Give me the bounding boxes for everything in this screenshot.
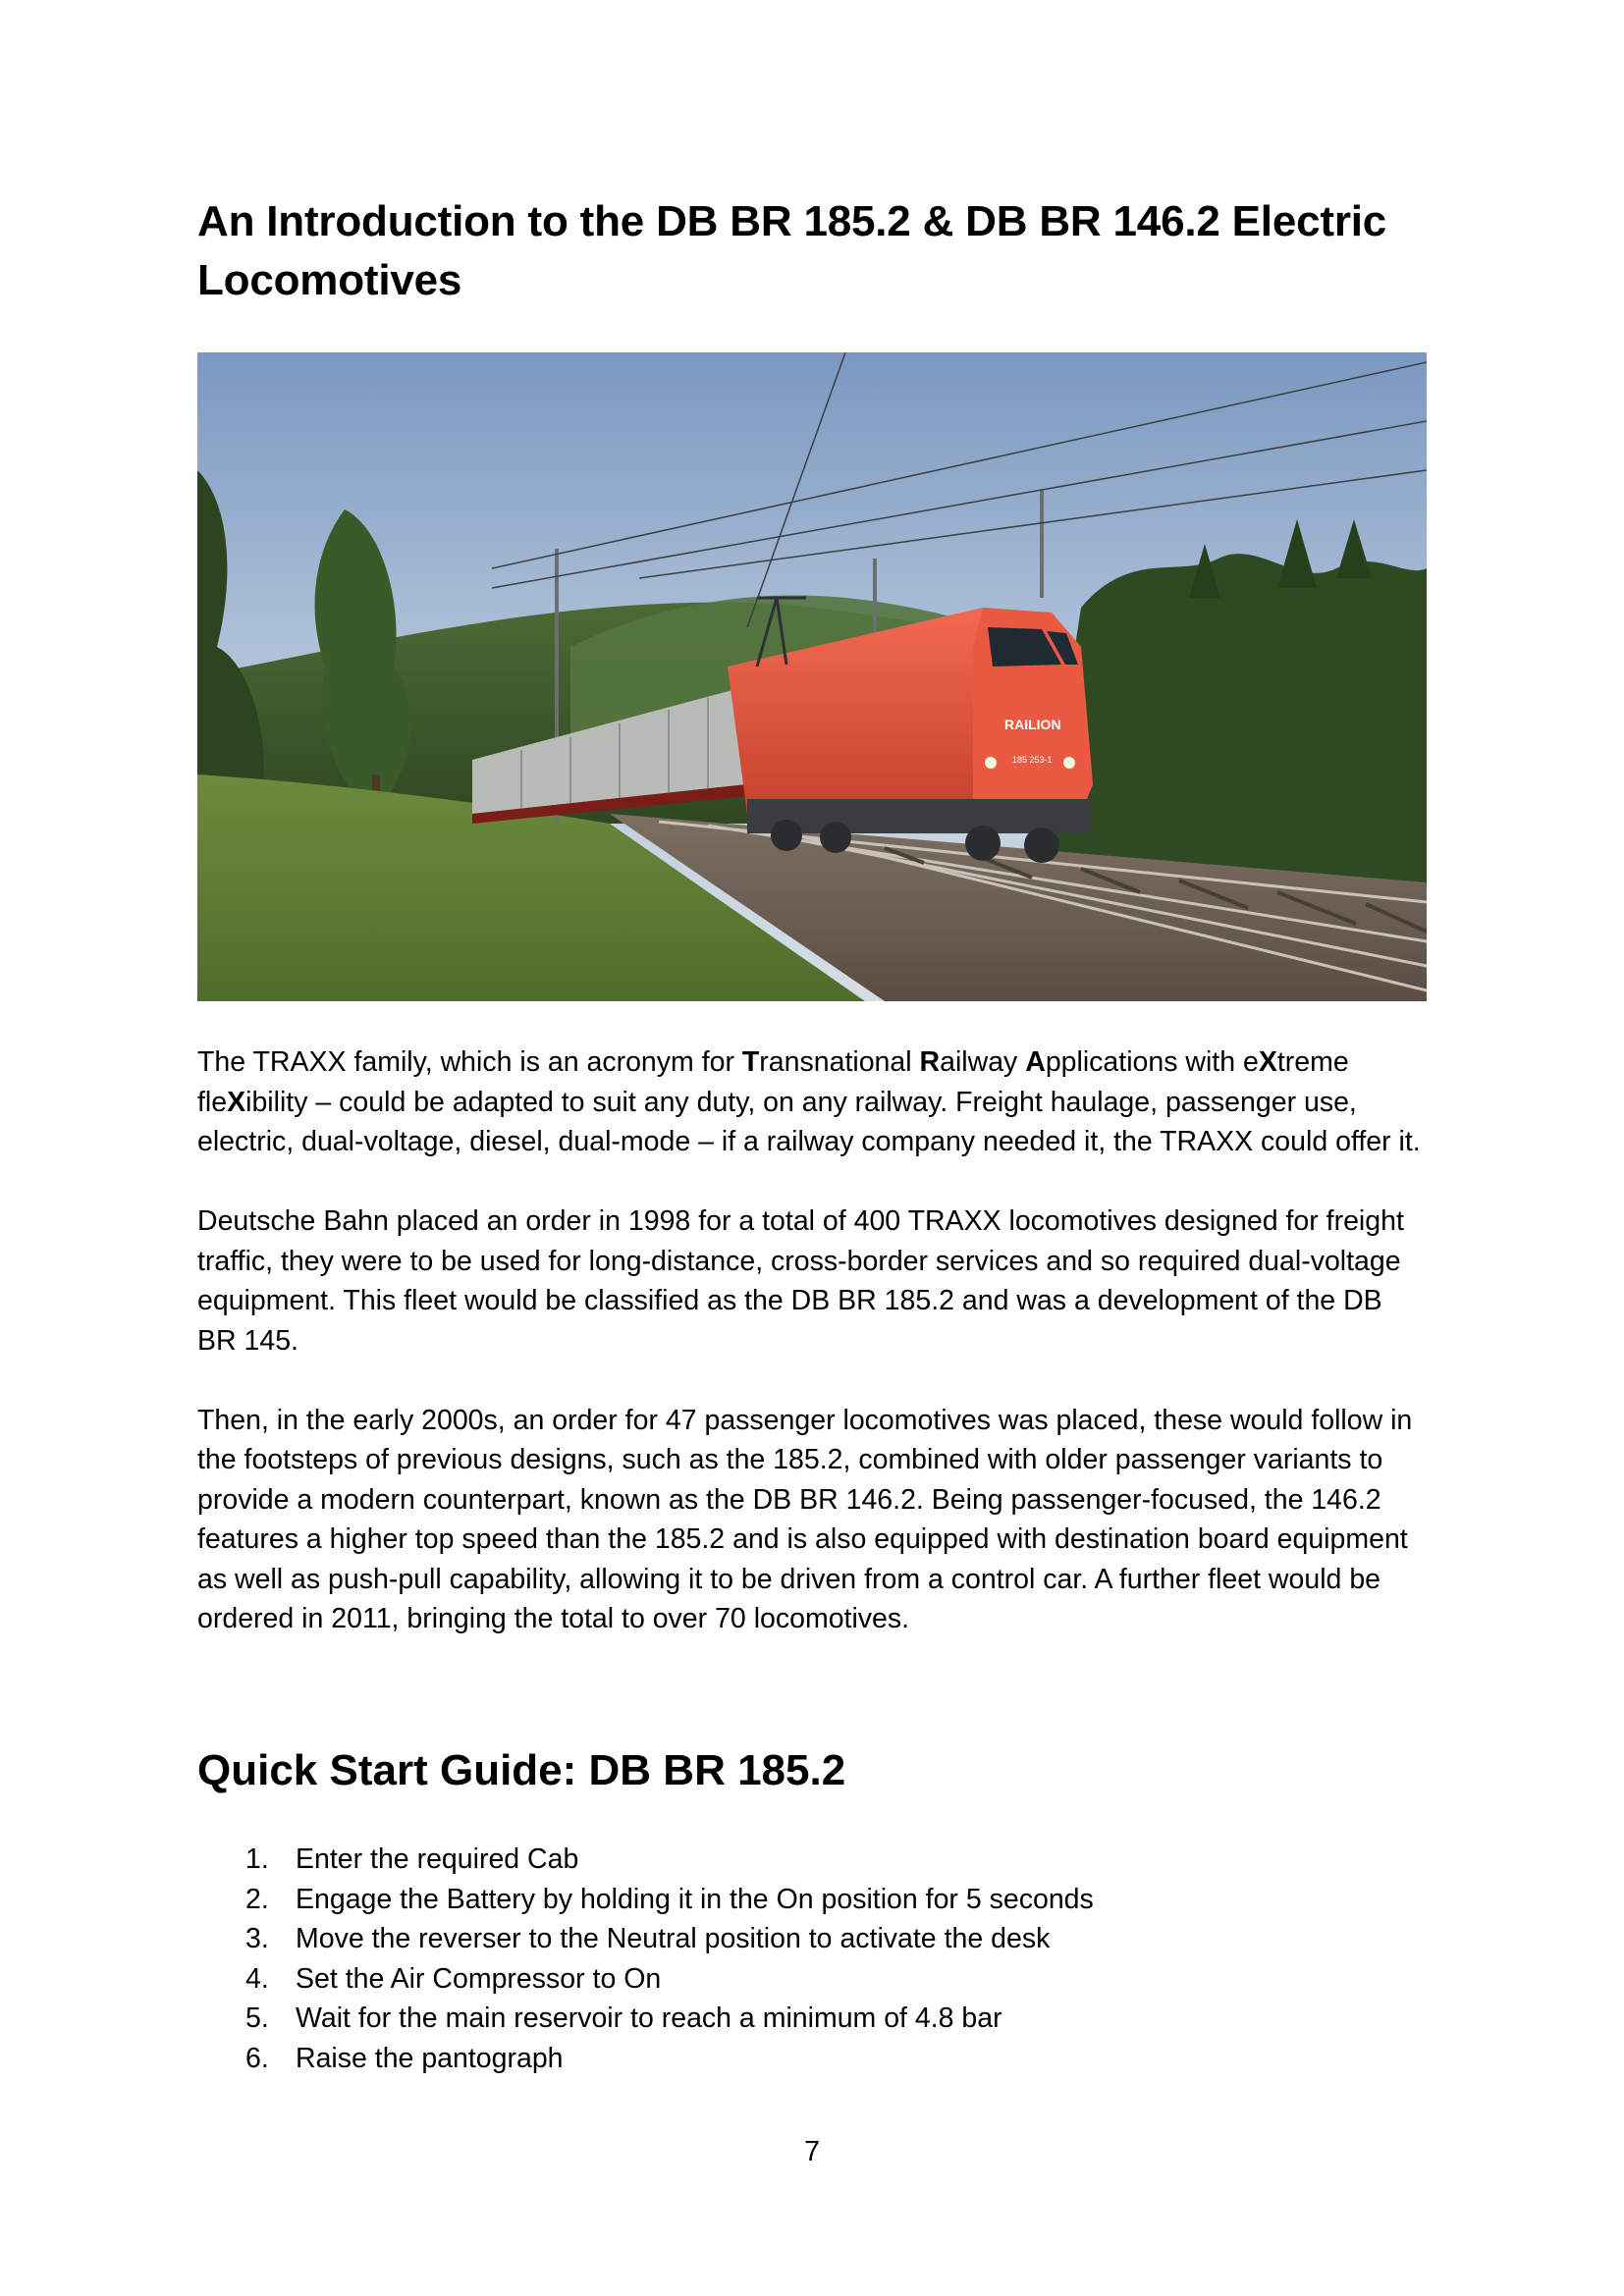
step-item: 1. Enter the required Cab [245, 1843, 579, 1875]
loco-brand-label: RAILION [1004, 717, 1061, 732]
loco-number-label: 185 253-1 [1012, 755, 1053, 765]
intro-paragraph-3: Then, in the early 2000s, an order for 47 passenger locomotives was placed, these would follow in the footsteps of previous designs, such as the 185.2, combined with older passenger variants to provide a modern counterpart, known as the DB BR 146.2. Being passenger-focused, the 146.2 features a higher top speed than the 185.2 and is also equipped with destination board equipment as well as push-pull capability, allowing it to be driven from a control car. A further fleet would be ordered in 2011, bringing the total to over 70 locomotives. [197, 1404, 1413, 1634]
quick-start-steps [197, 1840, 1094, 2078]
quick-start-heading: Quick Start Guide: DB BR 185.2 [197, 1746, 846, 1794]
step-item: 5. Wait for the main reservoir to reach a minimum of 4.8 bar [245, 2002, 1002, 2034]
step-item: 2. Engage the Battery by holding it in the On position for 5 seconds [245, 1883, 1094, 1915]
title-block [197, 192, 1429, 310]
intro-text [197, 1042, 1429, 1639]
intro-paragraph-2: Deutsche Bahn placed an order in 1998 for a total of 400 TRAXX locomotives designed for freight traffic, they were to be used for long-distance, cross-border services and so required dual-voltage equipment. This fleet would be classified as the DB BR 185.2 and was a development of the DB BR 145. [197, 1205, 1404, 1357]
locomotive-photo-illustration [197, 352, 1427, 1001]
step-item: 4. Set the Air Compressor to On [245, 1962, 662, 1995]
locomotive-photo [197, 352, 1427, 1001]
page-title: An Introduction to the DB BR 185.2 & DB BR 146.2 Electric Locomotives [197, 197, 1387, 304]
step-item: 6. Raise the pantograph [245, 2042, 564, 2074]
step-item: 3. Move the reverser to the Neutral position to activate the desk [245, 1923, 1051, 1954]
intro-paragraph-1: The TRAXX family, which is an acronym for Transnational Railway Applications with eXtreme fleXibility – could be adapted to suit any duty, on any railway. Freight haulage, passenger use, electric, dual-voltage, diesel, dual-mode – if a railway company needed it, the TRAXX could offer it. [197, 1046, 1421, 1157]
page-number: 7 [804, 2136, 820, 2167]
